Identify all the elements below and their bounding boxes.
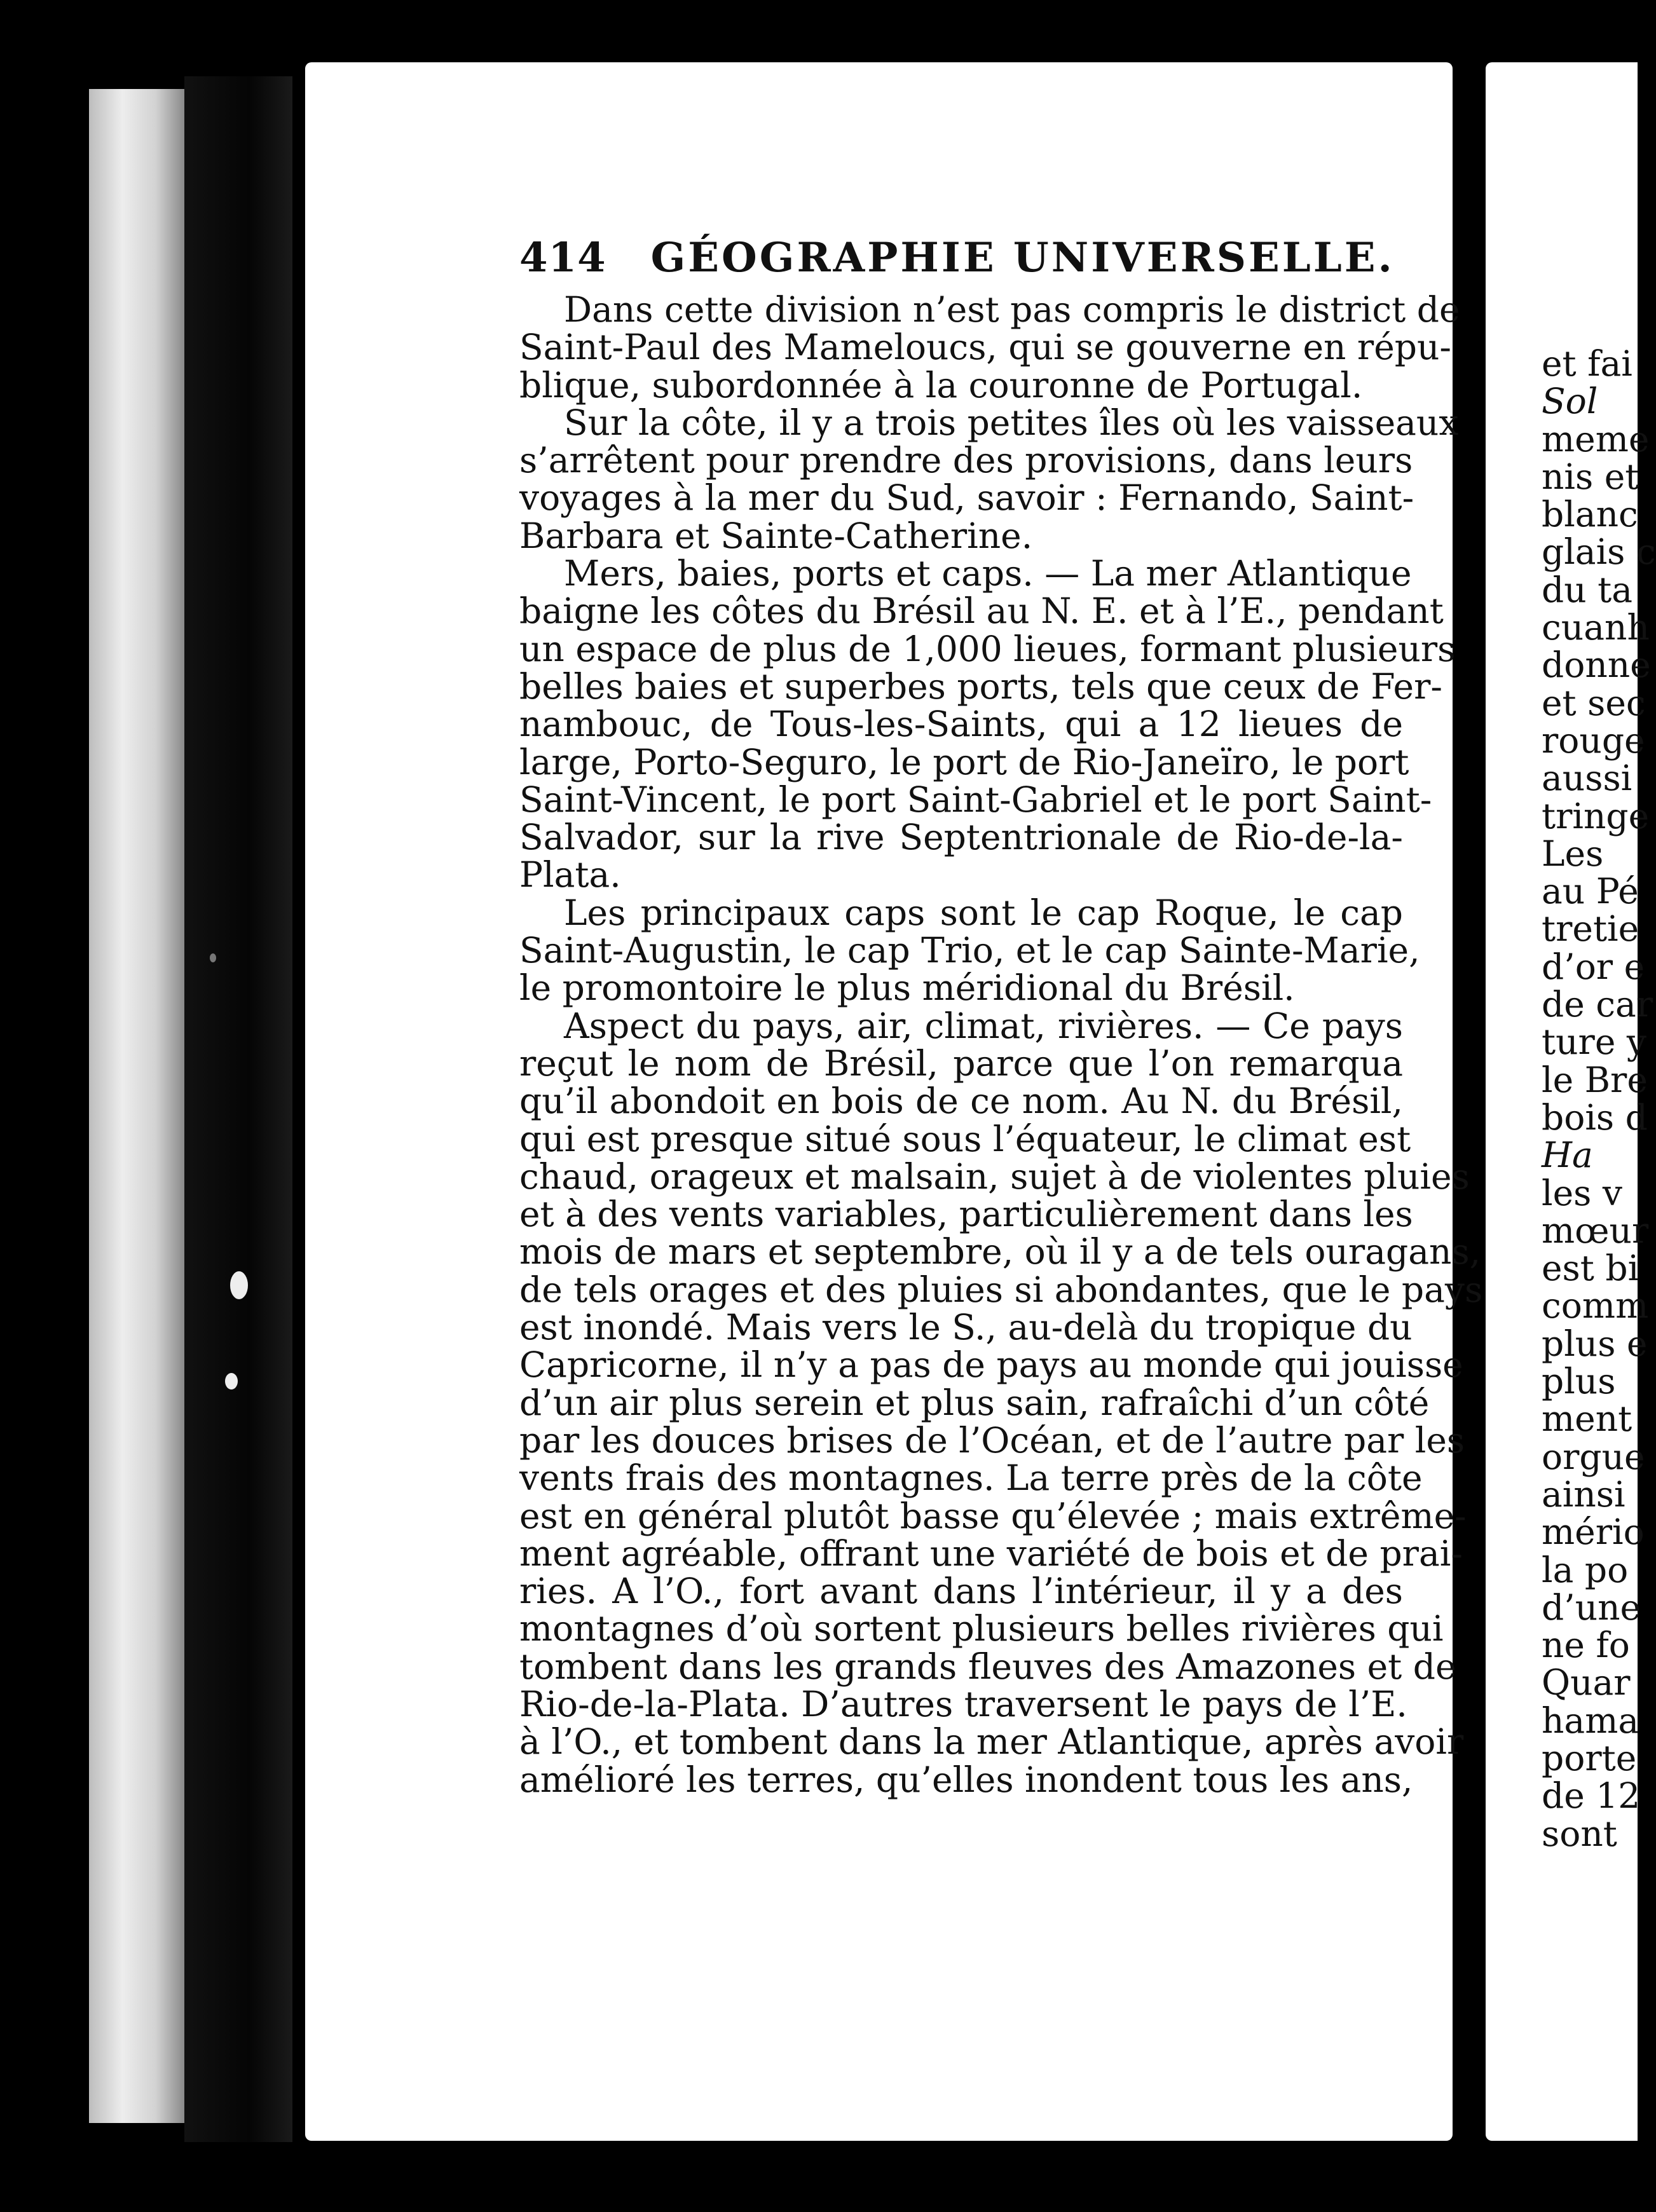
text-line: de tels orages et des pluies si abondantes, que le pays (519, 1269, 1483, 1310)
text-line: Salvador, sur la rive Septentrionale de Rio-de-la- (519, 817, 1403, 858)
spine-speck (230, 1271, 248, 1299)
facing-line: et sec (1542, 682, 1646, 723)
facing-line: Sol (1542, 381, 1598, 422)
facing-line: sont (1542, 1813, 1617, 1854)
facing-line: tretie (1542, 908, 1639, 950)
facing-line: plus (1542, 1361, 1616, 1402)
facing-line: mœur (1542, 1210, 1649, 1251)
facing-line: bois d (1542, 1096, 1648, 1138)
text-line: Barbara et Sainte-Catherine. (519, 515, 1033, 556)
facing-line: de car (1542, 984, 1653, 1025)
text-line: Sur la côte, il y a trois petites îles où les vaisseaux (564, 402, 1459, 443)
text-line: mois de mars et septembre, où il y a de tels ouragans, (519, 1231, 1481, 1273)
text-line: Saint-Vincent, le port Saint-Gabriel et le port Saint- (519, 779, 1432, 820)
text-line: le promontoire le plus méridional du Brésil. (519, 967, 1295, 1009)
facing-line: mério (1542, 1512, 1645, 1553)
text-line: amélioré les terres, qu’elles inondent tous les ans, (519, 1759, 1413, 1800)
text-line: à l’O., et tombent dans la mer Atlantique, après avoir (519, 1721, 1464, 1763)
facing-line: cuanh (1542, 607, 1650, 648)
book-spine-shadow (184, 76, 292, 2142)
page-number: 414 (519, 234, 606, 282)
facing-line: et fai (1542, 343, 1632, 384)
facing-line: de 12 (1542, 1775, 1641, 1817)
left-gutter (89, 89, 184, 2123)
facing-line: porte (1542, 1737, 1637, 1778)
text-line: voyages à la mer du Sud, savoir : Fernando, Saint- (519, 477, 1414, 519)
facing-line: ment (1542, 1398, 1632, 1440)
facing-line: glais c (1542, 531, 1656, 573)
text-line: Saint-Augustin, le cap Trio, et le cap Sainte-Marie, (519, 930, 1420, 971)
text-line: Les principaux caps sont le cap Roque, le cap (564, 892, 1403, 933)
text-line: d’un air plus serein et plus sain, rafraîchi d’un côté (519, 1382, 1430, 1423)
text-line: est inondé. Mais vers le S., au-delà du tropique du (519, 1307, 1413, 1348)
facing-line: donne (1542, 645, 1651, 686)
text-line: est en général plutôt basse qu’élevée ; mais extrême- (519, 1495, 1467, 1536)
facing-line: aussi (1542, 758, 1632, 799)
facing-line: tringe (1542, 795, 1650, 836)
text-line: nambouc, de Tous-les-Saints, qui a 12 lieues de (519, 704, 1403, 745)
running-head (519, 234, 1409, 282)
facing-line: la po (1542, 1549, 1629, 1590)
facing-line: orgue (1542, 1436, 1645, 1477)
text-line: s’arrêtent pour prendre des provisions, dans leurs (519, 440, 1413, 481)
spine-speck (225, 1373, 238, 1389)
text-line: Saint-Paul des Mameloucs, qui se gouverne en répu- (519, 327, 1451, 368)
text-line: belles baies et superbes ports, tels que ceux de Fer- (519, 666, 1442, 707)
body-text (519, 289, 1483, 1800)
facing-line: Quar (1542, 1662, 1631, 1703)
text-line: blique, subordonnée à la couronne de Portugal. (519, 364, 1363, 406)
text-line: large, Porto-Seguro, le port de Rio-Janeïro, le port (519, 741, 1409, 782)
text-line: Capricorne, il n’y a pas de pays au monde qui jouisse (519, 1344, 1463, 1386)
facing-line: comm (1542, 1285, 1649, 1327)
facing-line: les v (1542, 1172, 1622, 1213)
text-line: baigne les côtes du Brésil au N. E. et à l’E., pendant (519, 591, 1444, 632)
text-line: ries. A l’O., fort avant dans l’intérieur, il y a des (519, 1571, 1403, 1612)
text-line: chaud, orageux et malsain, sujet à de violentes pluies (519, 1156, 1470, 1197)
text-line: Dans cette division n’est pas compris le district de (564, 289, 1460, 330)
facing-line: est bi (1542, 1248, 1639, 1289)
facing-line: ne fo (1542, 1625, 1630, 1666)
facing-line: ainsi (1542, 1473, 1625, 1515)
facing-line: d’or e (1542, 946, 1645, 987)
facing-line: d’une (1542, 1587, 1641, 1628)
facing-line: Ha (1542, 1135, 1593, 1176)
facing-line: ture y (1542, 1021, 1646, 1063)
facing-line: blanc (1542, 494, 1638, 535)
text-line: un espace de plus de 1,000 lieues, formant plusieurs (519, 628, 1456, 669)
text-line: ment agréable, offrant une variété de bois et de prai- (519, 1533, 1463, 1574)
book-page (305, 62, 1483, 2141)
facing-line: hama (1542, 1700, 1639, 1741)
facing-line: meme (1542, 418, 1650, 460)
facing-line: plus e (1542, 1323, 1648, 1364)
text-line: Plata. (519, 854, 621, 896)
text-line: Mers, baies, ports et caps. — La mer Atlantique (564, 553, 1412, 594)
text-line: reçut le nom de Brésil, parce que l’on remarqua (519, 1042, 1403, 1084)
text-line: Rio-de-la-Plata. D’autres traversent le pays de l’E. (519, 1683, 1407, 1724)
facing-line: le Bre (1542, 1059, 1648, 1100)
running-title: GÉOGRAPHIE UNIVERSELLE. (650, 234, 1395, 282)
facing-line: au Pé (1542, 871, 1639, 912)
facing-page (1486, 62, 1656, 2141)
facing-page-text (1542, 345, 1656, 1853)
text-line: et à des vents variables, particulièrement dans les (519, 1194, 1413, 1235)
text-line: montagnes d’où sortent plusieurs belles rivières qui (519, 1608, 1444, 1649)
text-line: Aspect du pays, air, climat, rivières. — Ce pays (564, 1005, 1403, 1046)
facing-line: rouge (1542, 720, 1645, 761)
facing-line: du ta (1542, 569, 1633, 610)
text-line: tombent dans les grands fleuves des Amazones et de (519, 1646, 1456, 1687)
text-line: qui est presque situé sous l’équateur, le climat est (519, 1118, 1411, 1159)
text-line: qu’il abondoit en bois de ce nom. Au N. du Brésil, (519, 1081, 1403, 1122)
facing-line: Les (1542, 833, 1604, 874)
spine-speck (210, 953, 216, 962)
facing-line: nis et (1542, 456, 1639, 497)
text-line: par les douces brises de l’Océan, et de l’autre par les (519, 1419, 1465, 1461)
text-line: vents frais des montagnes. La terre près de la côte (519, 1458, 1423, 1499)
